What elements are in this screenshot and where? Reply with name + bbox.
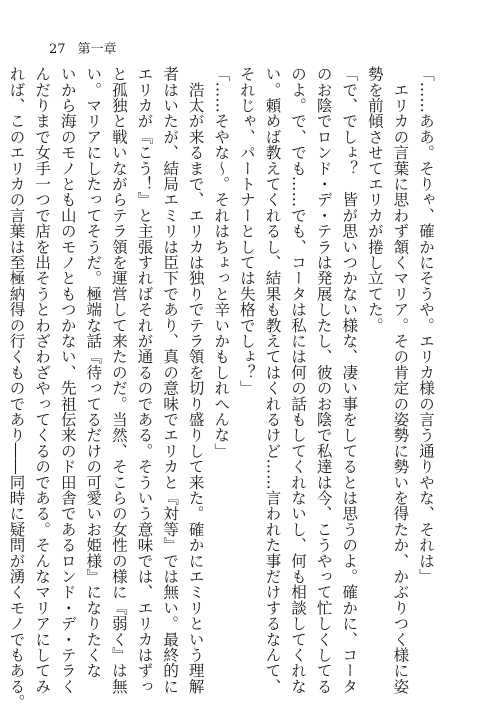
text-line: それじゃ、パートナーとしては失格でしょ？」: [237, 66, 256, 396]
text-line: のよ。で、でも……でも、コータは私には何の話もしてくれないし、何も相談してくれな: [289, 66, 308, 694]
text-line: 「……そやな〜。それはちょっと辛いかもしれへんな」: [212, 66, 231, 459]
page-header: [49, 38, 117, 57]
chapter-title: 第一章: [77, 42, 117, 57]
text-line: んだりまで女手一つで店を出そうとわざわざやってくるのである。そんなマリアにしてみ: [33, 66, 52, 694]
text-line: 勢を前傾させてエリカが捲し立てた。: [365, 66, 384, 333]
text-line: いから海のモノとも山のモノともつかない、先祖伝来のド田舎であるロンド・デ・テラく: [58, 66, 77, 694]
text-line: れば、このエリカの言葉は至極納得の行くものであり――同時に疑問が湧くモノでもある。: [7, 66, 26, 710]
text-line: 「……ああ。そりゃ、確かにそうや。エリカ様の言う通りやな、それは」: [417, 66, 435, 585]
vertical-text-body: [7, 66, 438, 710]
text-line: [0, 66, 3, 678]
text-line: 者はいたが、結局エミリは臣下であり、真の意味でエリカと『対等』では無い。最終的に: [161, 66, 180, 694]
text-line: 「で、でしょ？ 皆が思いつかない様な、凄い事をしてるとは思うのよ。確かに、コータ: [340, 66, 359, 694]
text-line: 浩太が来るまで、エリカは独りでテラ領を切り盛りして来た。確かにエミリという理解: [186, 66, 205, 694]
text-line: と孤独と戦いながらテラ領を運営して来たのだ。当然、そこらの女性の様に『弱く』は無: [109, 66, 128, 694]
page-number: 27: [49, 42, 66, 57]
text-line: い。頼めば教えてくれるし、結果も教えてはくれるけど……言われた事だけするなんて、: [263, 66, 282, 694]
text-line: い。マリアにしたってそうだ。極端な話『待ってるだけの可愛いお姫様』になりたくな: [84, 66, 103, 679]
text-line: エリカの言葉に思わず頷くマリア。その肯定の姿勢に勢いを得たか、かぶりつく様に姿: [391, 66, 410, 694]
text-line: エリカが『こう！』と主張すればそれが通るのである。そういう意味では、エリカはずっ: [135, 66, 154, 694]
text-line: のお陰でロンド・デ・テラは発展したし、彼のお陰で私達は今、こうやって忙しくしてる: [314, 66, 333, 694]
